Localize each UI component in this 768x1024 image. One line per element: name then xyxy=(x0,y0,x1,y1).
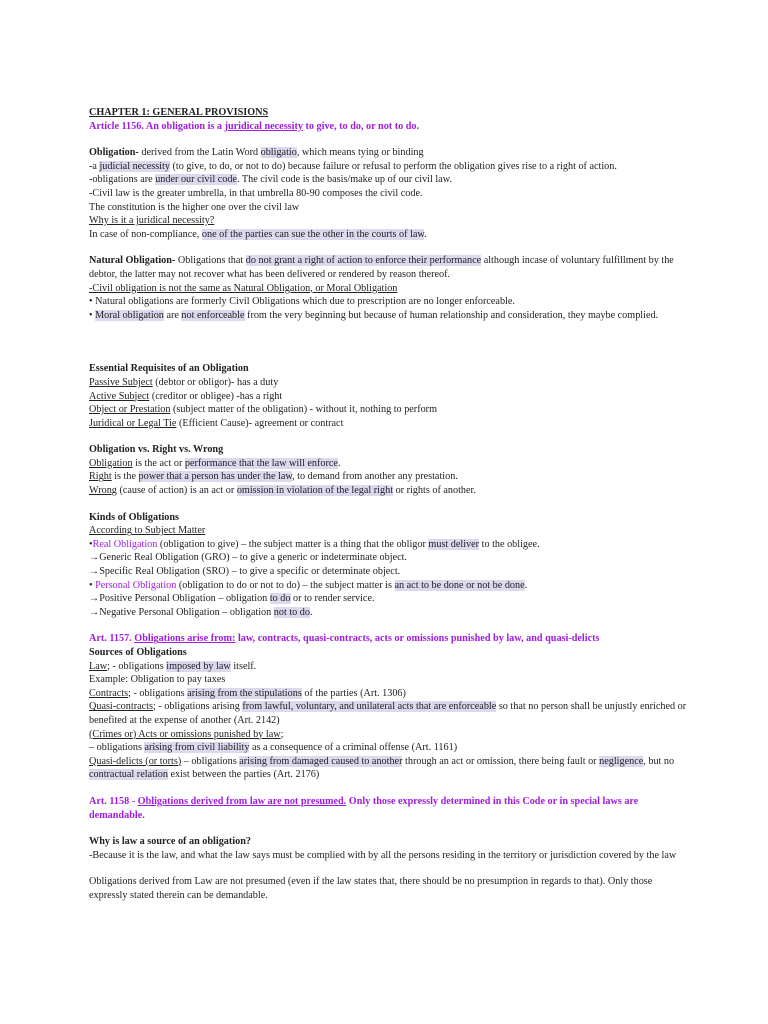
right-wrong-right: Right is the power that a person has under the law, to demand from another any prestation. xyxy=(89,471,458,483)
requisite-juridical-tie: Juridical or Legal Tie (Efficient Cause)- agreement or contract xyxy=(89,417,344,429)
kinds-negative-personal: →Negative Personal Obligation – obligation not to do. xyxy=(89,606,313,618)
article-1156: Article 1156. An obligation is a juridical necessity to give, to do, or not to do. xyxy=(89,120,420,132)
requisite-object: Object or Prestation (subject matter of the obligation) - without it, nothing to perform xyxy=(89,404,438,416)
why-law-heading: Why is law a source of an obligation? xyxy=(89,836,251,848)
obligation-line-4: -Civil law is the greater umbrella, in that umbrella 80-90 composes the civil code. xyxy=(89,187,423,199)
requisite-passive-subject: Passive Subject (debtor or obligor)- has a duty xyxy=(89,376,279,388)
natural-line-3: • Natural obligations are formerly Civil Obligations which due to prescription are no longer enforceable. xyxy=(89,296,515,308)
juridical-necessity-question: Why is it a juridical necessity? xyxy=(89,215,215,227)
sources-heading: Sources of Obligations xyxy=(89,647,187,658)
article-1158: Art. 1158 - Obligations derived from law are not presumed. Only those expressly determined in this Code or in special laws are demandable. xyxy=(89,795,639,821)
obligation-line-5: The constitution is the higher one over the civil law xyxy=(89,201,300,213)
requisite-active-subject: Active Subject (creditor or obligee) -has a right xyxy=(89,390,283,402)
right-wrong-heading: Obligation vs. Right vs. Wrong xyxy=(89,444,224,456)
chapter-title: CHAPTER 1: GENERAL PROVISIONS xyxy=(89,107,269,118)
document-page xyxy=(89,106,689,903)
source-quasi-contracts: Quasi-contracts; - obligations arising from lawful, voluntary, and unilateral acts that are enforceable so that no person shall be unjustly enriched or benefited at the expense of another (Art. 2142) xyxy=(89,701,687,726)
source-law-example: Example: Obligation to pay taxes xyxy=(89,674,226,686)
obligation-definition: Obligation- derived from the Latin Word obligatio, which means tying or binding xyxy=(89,147,424,159)
right-wrong-wrong: Wrong (cause of action) is an act or omission in violation of the legal right or rights of another. xyxy=(89,485,476,497)
obligation-line-2: -a judicial necessity (to give, to do, or not to do) because failure or refusal to perform the obligation gives rise to a right of action. xyxy=(89,160,617,172)
source-crimes: (Crimes or) Acts or omissions punished by law; xyxy=(89,728,284,740)
right-wrong-obligation: Obligation is the act or performance that the law will enforce. xyxy=(89,457,341,469)
natural-line-2: -Civil obligation is not the same as Natural Obligation, or Moral Obligation xyxy=(89,282,398,294)
kinds-generic-real: →Generic Real Obligation (GRO) – to give a generic or indeterminate object. xyxy=(89,552,407,564)
kinds-positive-personal: →Positive Personal Obligation – obligation to do or to render service. xyxy=(89,593,375,605)
kinds-heading: Kinds of Obligations xyxy=(89,511,180,523)
source-contracts: Contracts; - obligations arising from the stipulations of the parties (Art. 1306) xyxy=(89,687,406,699)
kinds-specific-real: →Specific Real Obligation (SRO) – to give a specific or determinate object. xyxy=(89,566,401,578)
source-crimes-detail: – obligations arising from civil liability as a consequence of a criminal offense (Art. 1161) xyxy=(89,742,458,754)
why-law-note: Obligations derived from Law are not presumed (even if the law states that, there should be no presumption in regards to that). Only those expressly stated therein can be demandable. xyxy=(89,876,653,901)
obligation-line-3: -obligations are under our civil code. The civil code is the basis/make up of our civil law. xyxy=(89,174,452,186)
kinds-real-obligation: •Real Obligation (obligation to give) – the subject matter is a thing that the obligor must deliver to the obligee. xyxy=(89,538,540,550)
requisites-heading: Essential Requisites of an Obligation xyxy=(89,363,249,375)
natural-obligation-definition: Natural Obligation- Obligations that do not grant a right of action to enforce their performance although incase of voluntary fulfillment by the debtor, the latter may not recover what has been delivered or rendered by reason thereof. xyxy=(89,255,674,280)
source-law: Law; - obligations imposed by law itself. xyxy=(89,660,257,672)
natural-line-4: • Moral obligation are not enforceable from the very beginning but because of human relationship and consideration, they maybe complied. xyxy=(89,309,659,321)
why-law-answer: -Because it is the law, and what the law says must be complied with by all the persons residing in the territory or jurisdiction covered by the law xyxy=(89,849,677,861)
source-quasi-delicts: Quasi-delicts (or torts) – obligations arising from damaged caused to another through an act or omission, there being fault or negligence, but no contractual relation exist between the parties (Art. 2176) xyxy=(89,755,675,781)
kinds-personal-obligation: • Personal Obligation (obligation to do or not to do) – the subject matter is an act to be done or not be done. xyxy=(89,579,528,591)
kinds-subheading: According to Subject Matter xyxy=(89,525,206,537)
article-1157: Art. 1157. Obligations arise from: law, contracts, quasi-contracts, acts or omissions punished by law, and quasi-delicts xyxy=(89,633,600,645)
obligation-line-7: In case of non-compliance, one of the parties can sue the other in the courts of law. xyxy=(89,228,427,240)
